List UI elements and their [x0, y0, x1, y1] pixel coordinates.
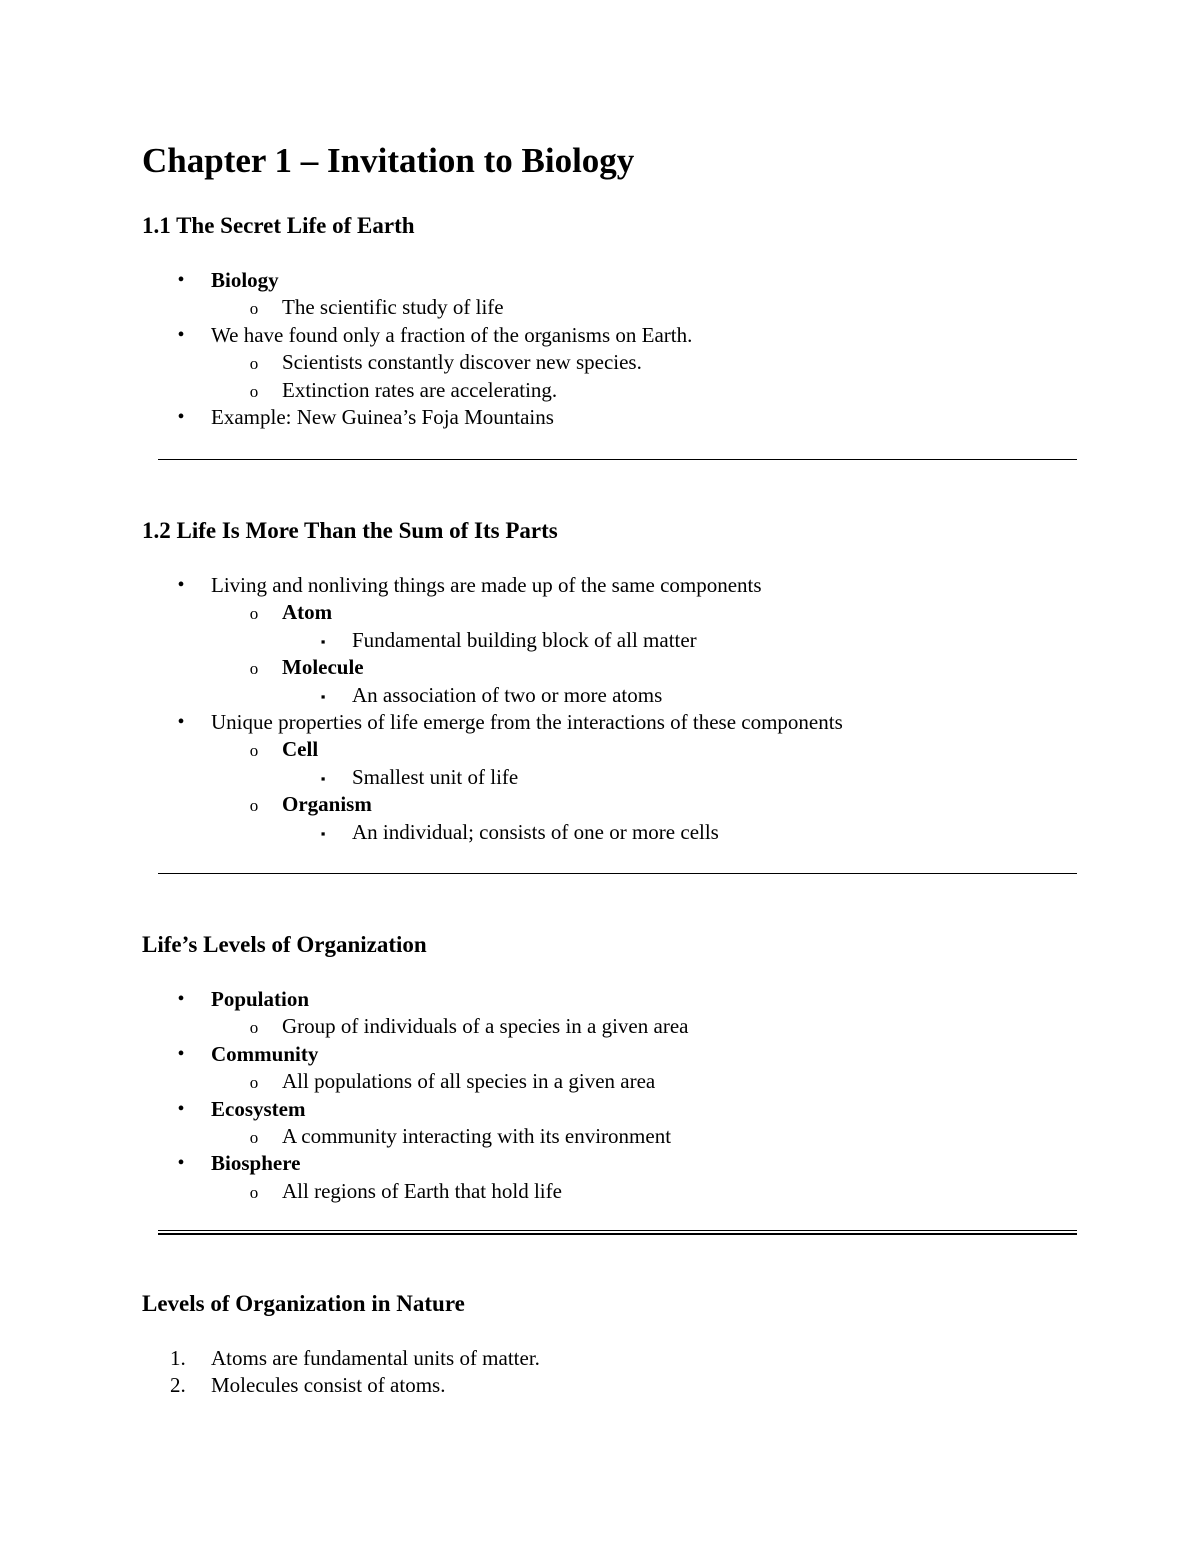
horizontal-rule: [158, 459, 1077, 460]
bullet-icon: •: [177, 405, 185, 428]
bullet-list: [0, 267, 1200, 431]
section-heading: 1.2 Life Is More Than the Sum of Its Parts: [142, 518, 558, 543]
double-horizontal-rule: [158, 1230, 1077, 1235]
bullet-icon: •: [177, 574, 185, 596]
bullet-icon: •: [177, 988, 185, 1010]
list-item-text: Molecule: [282, 655, 364, 680]
list-item-text: A community interacting with its environment: [282, 1123, 672, 1148]
square-bullet-icon: ▪: [320, 633, 326, 649]
circle-bullet-icon: o: [249, 1018, 259, 1038]
list-item: [0, 322, 1200, 349]
list-item-text: Molecules consist of atoms.: [211, 1373, 446, 1398]
list-item: [0, 986, 1200, 1013]
list-item: [0, 764, 1200, 791]
circle-bullet-icon: o: [249, 741, 259, 761]
circle-bullet-icon: o: [249, 659, 259, 679]
circle-bullet-icon: o: [249, 354, 259, 374]
circle-bullet-icon: o: [249, 381, 259, 401]
list-item-text: Community: [211, 1041, 319, 1066]
square-bullet-icon: ▪: [320, 770, 326, 786]
document-title: Chapter 1 – Invitation to Biology: [142, 141, 635, 180]
circle-bullet-icon: o: [249, 796, 259, 816]
list-item-text: Scientists constantly discover new species.: [282, 350, 642, 375]
list-item-text: Fundamental building block of all matter: [352, 627, 697, 652]
list-item-text: Organism: [282, 792, 372, 817]
list-item-text: Smallest unit of life: [352, 764, 519, 789]
list-item: [0, 599, 1200, 626]
list-item-text: All populations of all species in a given area: [282, 1069, 656, 1094]
list-item-text: Atom: [282, 600, 333, 625]
bullet-icon: •: [177, 710, 185, 733]
bullet-icon: •: [177, 1152, 185, 1175]
list-item: [0, 404, 1200, 431]
list-item: [0, 819, 1200, 846]
list-item-text: Population: [211, 987, 310, 1011]
bullet-icon: •: [177, 323, 185, 346]
list-item-text: Extinction rates are accelerating.: [282, 377, 558, 402]
list-item: [0, 1178, 1200, 1205]
circle-bullet-icon: o: [249, 299, 259, 319]
list-item: [0, 791, 1200, 818]
section-heading: Levels of Organization in Nature: [142, 1291, 465, 1316]
list-number: 1.: [170, 1346, 186, 1370]
list-item: [0, 572, 1200, 599]
list-item: [0, 1096, 1200, 1123]
list-item: [0, 1123, 1200, 1150]
list-item-text: Cell: [282, 737, 319, 762]
list-item: [0, 377, 1200, 404]
list-item-text: Biosphere: [211, 1151, 301, 1176]
list-item: [0, 1068, 1200, 1095]
list-item-text: An individual; consists of one or more cells: [352, 819, 719, 844]
list-item: [0, 627, 1200, 654]
circle-bullet-icon: o: [249, 1182, 259, 1202]
list-item-text: Atoms are fundamental units of matter.: [211, 1346, 540, 1370]
list-item: [0, 1345, 1200, 1372]
bullet-icon: •: [177, 269, 185, 291]
list-item: [0, 1372, 1200, 1399]
list-item-text: Group of individuals of a species in a given area: [282, 1014, 689, 1039]
bullet-icon: •: [177, 1042, 185, 1065]
bullet-list: [0, 572, 1200, 846]
list-item-text: The scientific study of life: [282, 295, 504, 320]
list-item: [0, 1041, 1200, 1068]
list-item: [0, 294, 1200, 321]
list-item-text: Example: New Guinea’s Foja Mountains: [211, 404, 554, 429]
list-item: [0, 349, 1200, 376]
list-item: [0, 267, 1200, 294]
horizontal-rule: [158, 873, 1077, 874]
bullet-list: [0, 986, 1200, 1205]
list-item-text: Living and nonliving things are made up of the same components: [211, 573, 762, 597]
circle-bullet-icon: o: [249, 1127, 259, 1147]
list-item: [0, 709, 1200, 736]
list-item: [0, 654, 1200, 681]
list-item: [0, 1013, 1200, 1040]
list-item-text: Unique properties of life emerge from the interactions of these components: [211, 709, 843, 734]
list-item-text: Biology: [211, 268, 279, 292]
list-item: [0, 1150, 1200, 1177]
list-item-text: Ecosystem: [211, 1096, 306, 1121]
section-heading: 1.1 The Secret Life of Earth: [142, 213, 415, 238]
list-item: [0, 736, 1200, 763]
section-heading: Life’s Levels of Organization: [142, 932, 427, 957]
list-item-text: An association of two or more atoms: [352, 682, 663, 707]
numbered-list: [0, 1345, 1200, 1400]
circle-bullet-icon: o: [249, 1073, 259, 1093]
bullet-icon: •: [177, 1097, 185, 1120]
list-item-text: We have found only a fraction of the organisms on Earth.: [211, 322, 693, 347]
square-bullet-icon: ▪: [320, 688, 326, 704]
circle-bullet-icon: o: [249, 604, 259, 624]
list-item-text: All regions of Earth that hold life: [282, 1178, 562, 1203]
list-item: [0, 682, 1200, 709]
list-number: 2.: [170, 1373, 186, 1398]
square-bullet-icon: ▪: [320, 825, 326, 841]
